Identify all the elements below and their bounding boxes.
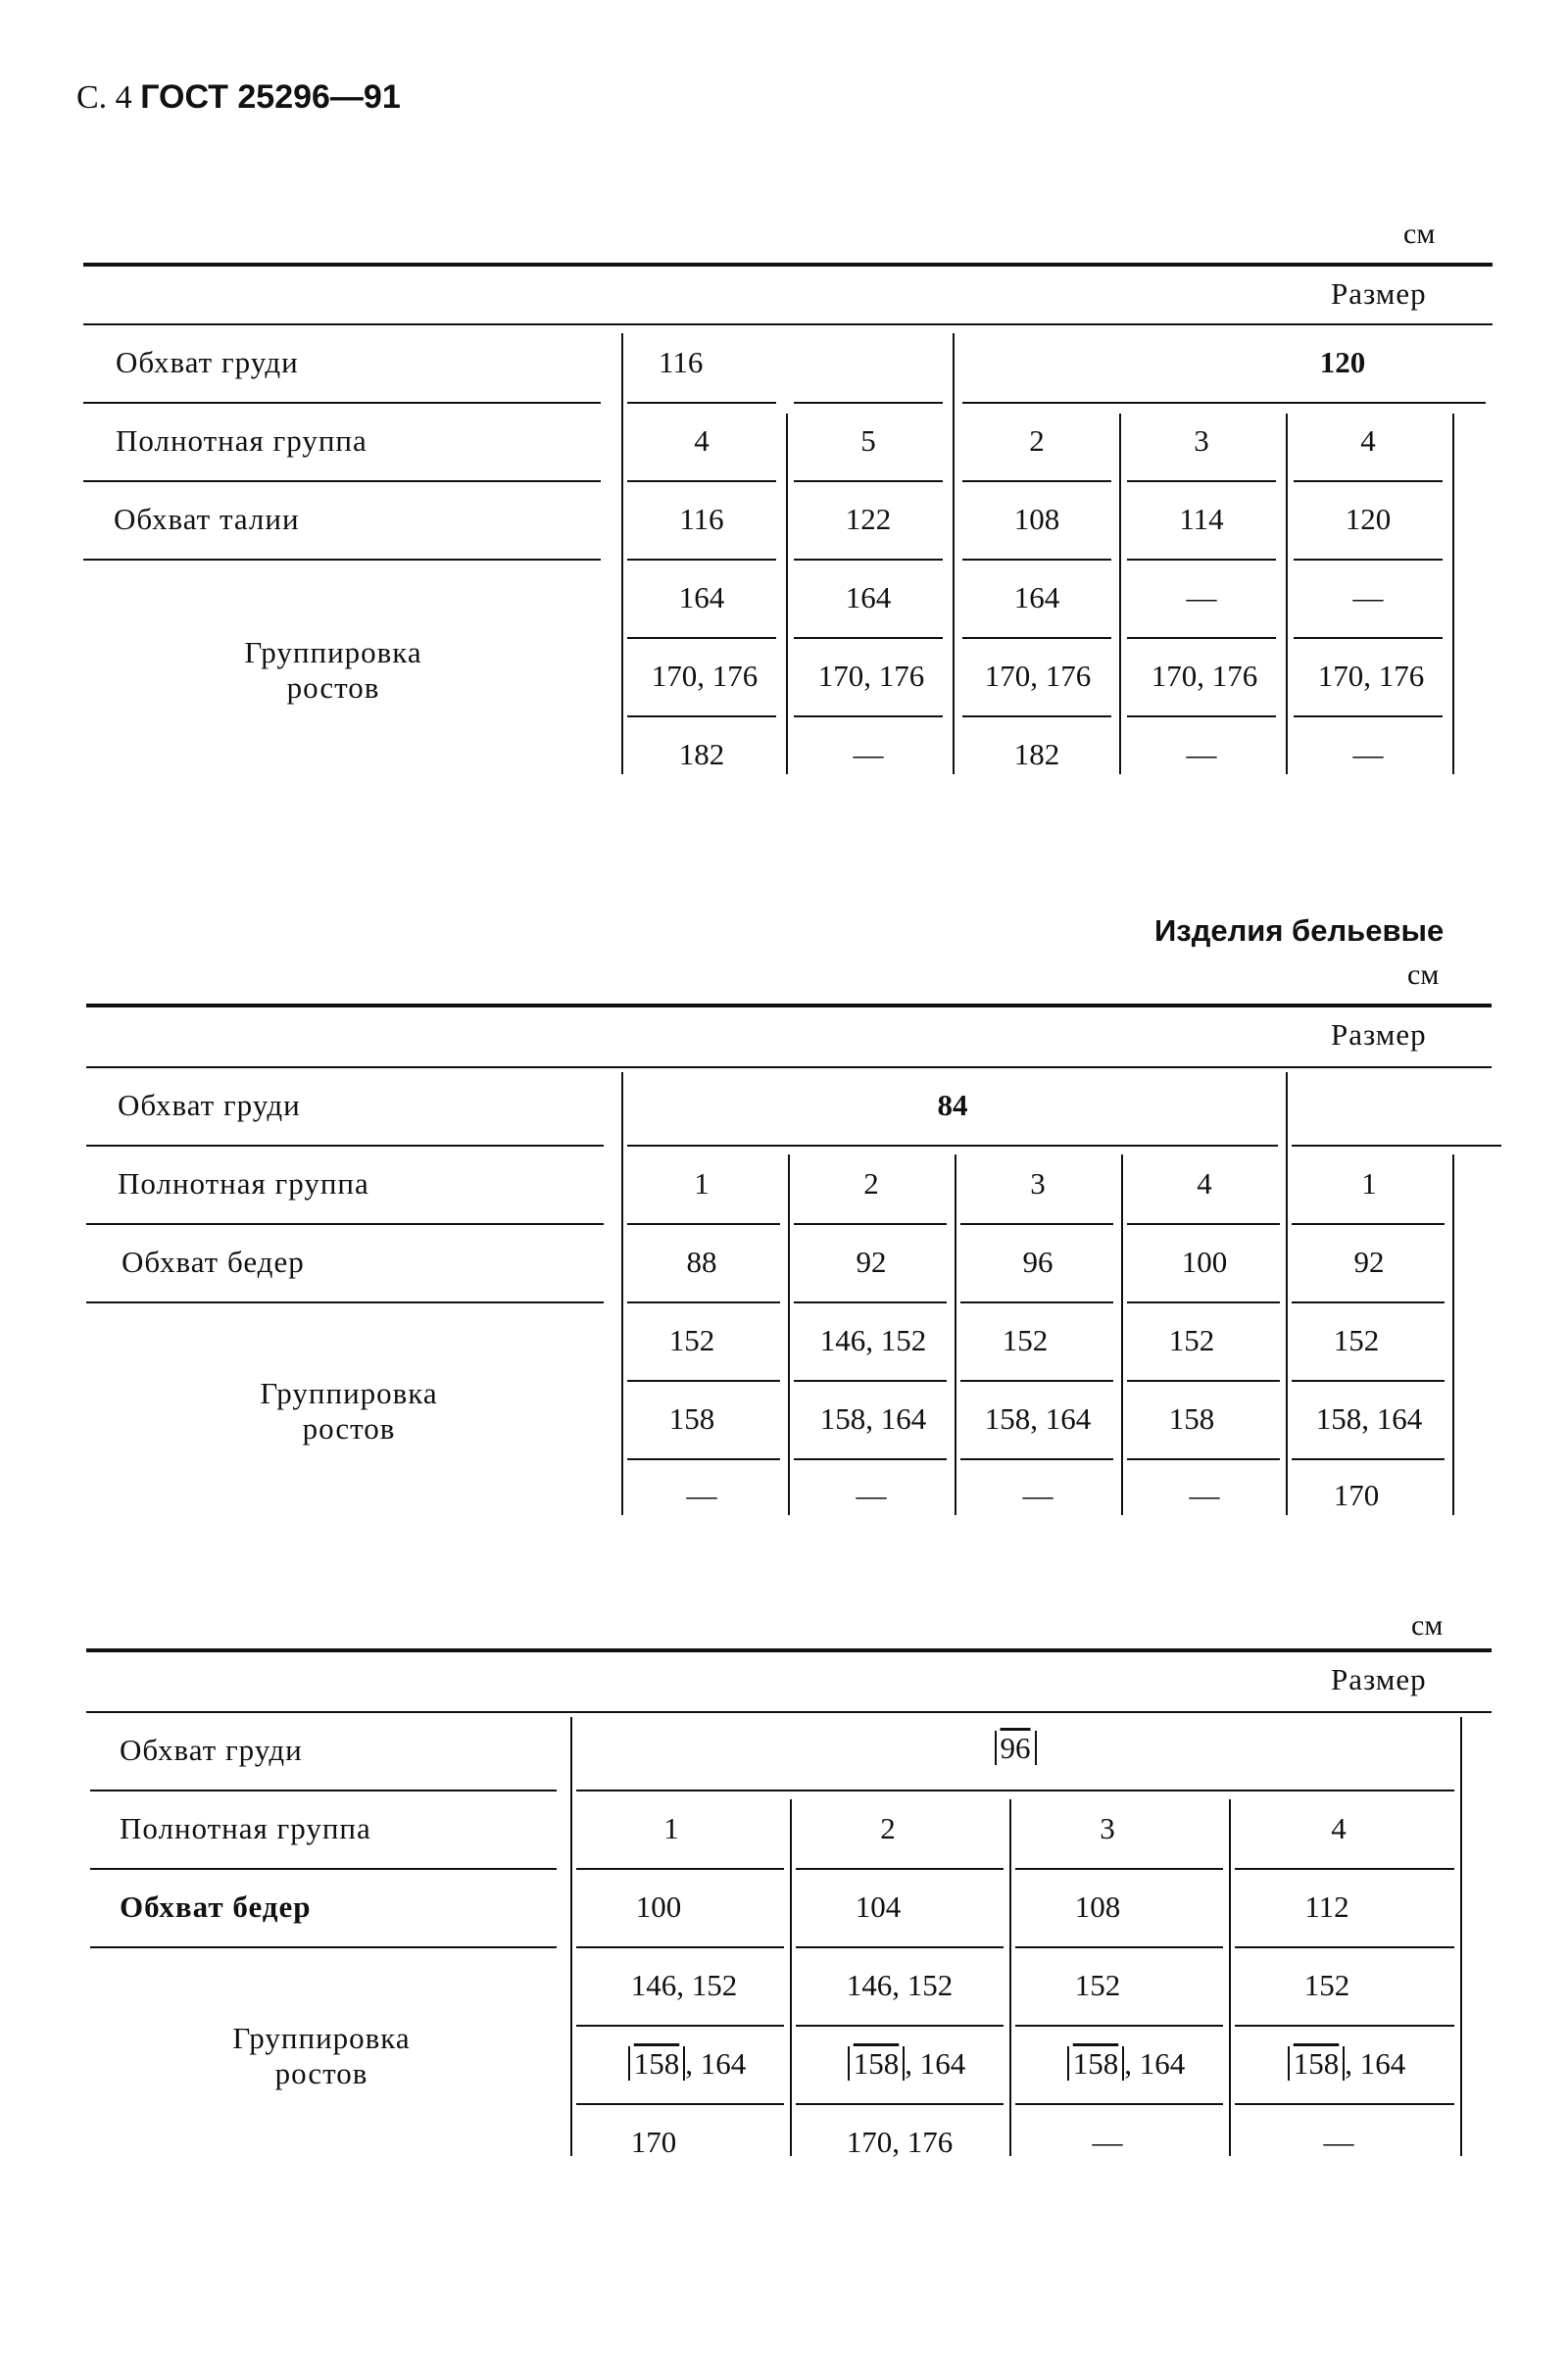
table2-row-heights: Группировка ростов: [260, 1376, 438, 1446]
table2-cell: —: [1189, 1478, 1220, 1512]
table3-cell-boxed: 158 , 164: [1023, 2046, 1229, 2082]
table3-cell: —: [1092, 2125, 1123, 2159]
table2-row-hips: Обхват бедер: [122, 1245, 305, 1279]
table2-cell: 152: [1333, 1323, 1380, 1357]
table1-cell: —: [1352, 737, 1384, 771]
table2-cell: 2: [863, 1166, 879, 1201]
table1-cell: —: [853, 737, 884, 771]
table1-cell: 170, 176: [984, 659, 1092, 693]
table3-unit: см: [1411, 1609, 1444, 1642]
table2-cell: —: [1022, 1478, 1054, 1512]
table1-cell: —: [1352, 580, 1384, 614]
table1-unit: см: [1403, 218, 1436, 250]
table1-cell: —: [1186, 737, 1217, 771]
table1-size-label: Размер: [1331, 276, 1427, 311]
table2-cell: 158, 164: [984, 1401, 1092, 1436]
table3-cell: 3: [1100, 1811, 1115, 1845]
table3-cell: 170, 176: [846, 2125, 954, 2159]
table3-cell: 108: [1074, 1889, 1121, 1924]
table2-cell: 152: [668, 1323, 715, 1357]
table2-cell: 152: [1168, 1323, 1215, 1357]
table1-cell: 182: [1013, 737, 1060, 771]
page-number: С. 4: [76, 79, 132, 116]
table2-row-chest: Обхват груди: [118, 1088, 301, 1122]
table1-cell: 170, 176: [1317, 659, 1425, 693]
table1-cell: 164: [678, 580, 725, 614]
table1-cell: 122: [845, 502, 892, 536]
table2-cell: 92: [856, 1245, 887, 1279]
table3-cell: 152: [1074, 1968, 1121, 2002]
table3-row-fullness: Полнотная группа: [120, 1811, 371, 1845]
table1-row-chest: Обхват груди: [116, 345, 299, 379]
table1-row-fullness: Полнотная группа: [116, 423, 368, 458]
table2-cell: 92: [1353, 1245, 1385, 1279]
page-header: [76, 78, 401, 117]
table2-cell: 1: [694, 1166, 710, 1201]
table3-cell: 2: [880, 1811, 896, 1845]
table2-size-label: Размер: [1331, 1017, 1427, 1052]
table2-cell: 170: [1333, 1478, 1380, 1512]
table2-cell: 3: [1030, 1166, 1046, 1201]
table3-cell: 4: [1331, 1811, 1347, 1845]
table1-cell: 170, 176: [651, 659, 759, 693]
table1-size-120: 120: [1319, 345, 1366, 379]
table3-cell: —: [1323, 2125, 1354, 2159]
table3-cell: 152: [1303, 1968, 1350, 2002]
table3-cell-boxed: 158 , 164: [804, 2046, 1009, 2082]
table3-row-heights: Группировка ростов: [232, 2021, 411, 2090]
table1-cell: 114: [1179, 502, 1224, 536]
table1-cell: 170, 176: [817, 659, 925, 693]
table1-cell: 108: [1013, 502, 1060, 536]
table3-row-chest: Обхват груди: [120, 1733, 303, 1767]
table1-cell: 3: [1194, 423, 1209, 458]
table2-cell: 4: [1197, 1166, 1212, 1201]
table3-cell: 100: [635, 1889, 682, 1924]
standard-code: ГОСТ 25296—91: [140, 78, 401, 116]
table1-cell: 116: [679, 502, 724, 536]
table3-cell: 146, 152: [630, 1968, 738, 2002]
table3-cell: 112: [1304, 1889, 1349, 1924]
table2-cell: 158, 164: [819, 1401, 927, 1436]
table2-cell: —: [856, 1478, 887, 1512]
section-title: Изделия бельевые: [1154, 913, 1445, 948]
table1-row-heights: Группировка ростов: [244, 635, 422, 705]
table1-cell: —: [1186, 580, 1217, 614]
table1-cell: 164: [1013, 580, 1060, 614]
table2-cell: 146, 152: [819, 1323, 927, 1357]
table2-cell: 100: [1181, 1245, 1228, 1279]
table2-row-fullness: Полнотная группа: [118, 1166, 369, 1201]
table2-cell: 88: [686, 1245, 717, 1279]
table1-cell: 164: [845, 580, 892, 614]
table2-cell: 96: [1022, 1245, 1054, 1279]
table3-size-96: 96: [576, 1731, 1454, 1766]
table3-row-hips: Обхват бедер: [120, 1889, 312, 1924]
table1-cell: 2: [1029, 423, 1045, 458]
table3-size-label: Размер: [1331, 1662, 1427, 1696]
table1-size-116: 116: [659, 345, 704, 379]
table1-row-waist: Обхват талии: [114, 502, 300, 536]
table1-cell: 182: [678, 737, 725, 771]
table1-cell: 170, 176: [1151, 659, 1258, 693]
table2-cell: 158: [1168, 1401, 1215, 1436]
table2-cell: 158: [668, 1401, 715, 1436]
table3-cell: 146, 152: [846, 1968, 954, 2002]
table2-cell: 1: [1361, 1166, 1377, 1201]
table2-cell: 158, 164: [1315, 1401, 1423, 1436]
table2-cell: 152: [1002, 1323, 1049, 1357]
table3-cell: 104: [855, 1889, 902, 1924]
table2-cell: —: [686, 1478, 717, 1512]
table3-cell-boxed: 158 , 164: [1241, 2046, 1452, 2082]
table2-unit: см: [1407, 958, 1440, 991]
table3-cell-boxed: 158 , 164: [584, 2046, 790, 2082]
table1-cell: 5: [860, 423, 876, 458]
table3-cell: 1: [663, 1811, 679, 1845]
table1-cell: 4: [694, 423, 710, 458]
table3-cell: 170: [630, 2125, 677, 2159]
table1-cell: 4: [1360, 423, 1376, 458]
table1-cell: 120: [1345, 502, 1392, 536]
table2-size-84: 84: [937, 1088, 968, 1122]
